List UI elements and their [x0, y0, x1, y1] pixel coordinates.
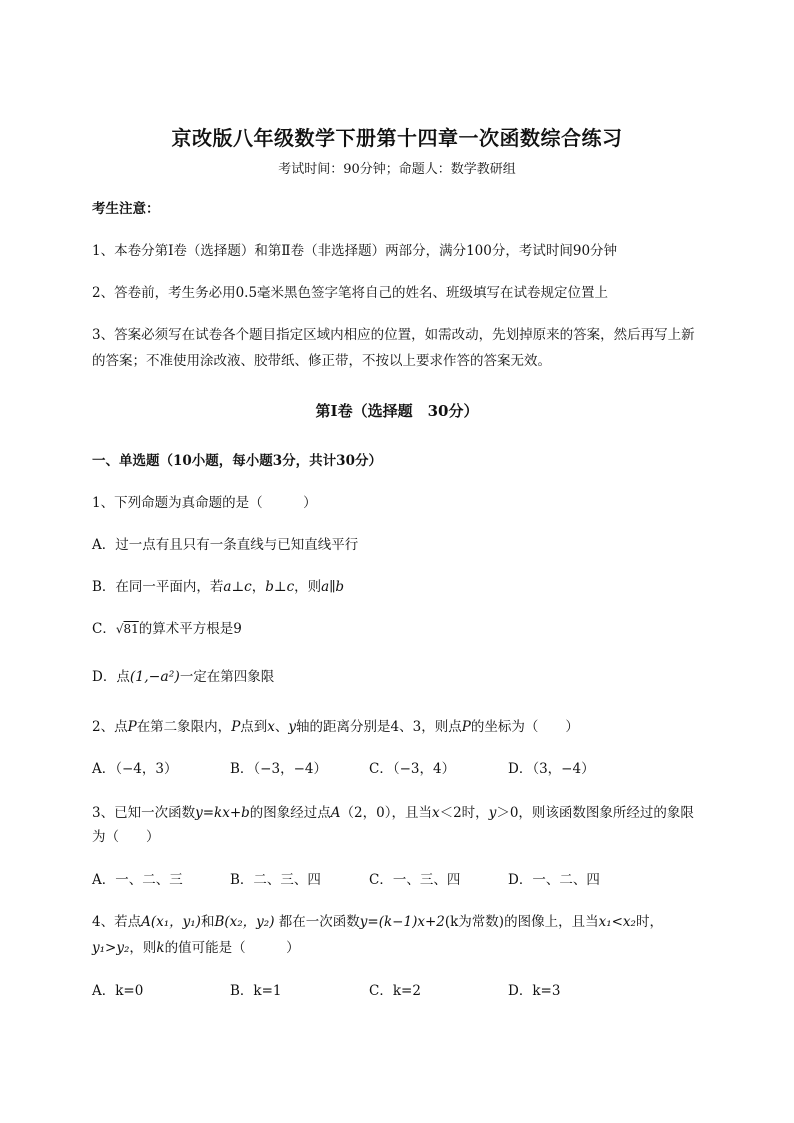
q2-p2: P [231, 719, 241, 735]
section-title: 第Ⅰ卷（选择题 30分） [315, 402, 479, 420]
q4-stem-5: 时， [635, 914, 663, 930]
part-heading: 一、单选题（10小题，每小题3分，共计30分） [92, 453, 382, 469]
q2-stem-2: 在第二象限内， [136, 719, 232, 735]
q1-option-b [92, 578, 344, 596]
q3-stem-4: ＜2时， [439, 805, 489, 821]
q2-y: y [288, 719, 297, 735]
sqrt-icon: √ [115, 622, 124, 636]
notice-heading: 考生注意： [92, 201, 160, 217]
q4-option-a: A．k=0 [92, 983, 144, 999]
q4-stem-2: 和 [200, 914, 215, 930]
q1-c-label: C． [92, 621, 116, 637]
q4-stem [92, 913, 663, 931]
q1-stem: 1、下列命题为真命题的是（ ） [92, 495, 317, 511]
q2-stem-6: 的坐标为（ ） [470, 719, 579, 735]
exam-title: 京改版八年级数学下册第十四章一次函数综合练习 [171, 126, 623, 150]
q2-stem-1: 2、点 [92, 719, 128, 735]
q2-option-b: B．（−3，−4） [230, 761, 327, 777]
q3-x: x [431, 805, 440, 821]
q4-point-a: A(x₁，y₁) [141, 914, 201, 930]
q1-d-label: D．点 [92, 669, 130, 685]
q4-option-d: D．k=3 [508, 983, 561, 999]
q4-option-c: C．k=2 [369, 983, 421, 999]
q3-option-d: D．一、二、四 [508, 872, 600, 888]
q2-stem-3: 点到 [240, 719, 268, 735]
q3-stem-5: ＞0，则该函数图象所经过的象限 [496, 805, 694, 821]
q1-b-math-1: a⊥c [223, 579, 252, 595]
q2-p3: P [461, 719, 471, 735]
q1-b-math-3: a∥b [321, 579, 345, 595]
notice-item-1: 1、本卷分第Ⅰ卷（选择题）和第Ⅱ卷（非选择题）两部分，满分100分，考试时间90分钟 [92, 243, 618, 259]
q1-c-text: 的算术平方根是9 [138, 621, 242, 637]
q2-x: x [267, 719, 275, 735]
q4-stem-4: (k为常数)的图像上，且当 [444, 914, 599, 930]
q1-c-radicand: 81 [123, 622, 139, 636]
q4-option-b: B．k=1 [230, 983, 282, 999]
q3-stem-line-2: 为（ ） [92, 829, 160, 845]
q3-option-a: A．一、二、三 [92, 872, 183, 888]
q4-stem-line-2 [92, 939, 300, 957]
q2-option-a: A．（−4，3） [92, 761, 178, 777]
q1-option-a: A．过一点有且只有一条直线与已知直线平行 [92, 537, 359, 553]
q4-cond-1: x₁<x₂ [598, 914, 636, 930]
q1-d-math: (1,−a²) [129, 669, 180, 685]
q3-function: y=kx+b [195, 805, 250, 821]
q2-stem-4: 、 [274, 719, 289, 735]
q1-b-text: B．在同一平面内，若 [92, 579, 224, 595]
q1-option-c [92, 620, 242, 638]
q3-stem-1: 3、已知一次函数 [92, 805, 196, 821]
exam-subtitle: 考试时间：90分钟；命题人：数学教研组 [278, 162, 516, 177]
q3-stem [92, 804, 694, 822]
q3-option-b: B．二、三、四 [230, 872, 321, 888]
q2-option-c: C．（−3，4） [369, 761, 456, 777]
q4-cond-2: y₁>y₂ [92, 940, 130, 956]
q2-stem-5: 轴的距离分别是4、3，则点 [296, 719, 462, 735]
q4-stem-6: ，则 [129, 940, 157, 956]
q1-b-math-2: b⊥c [265, 579, 295, 595]
q3-y: y [488, 805, 497, 821]
q4-k: k [156, 940, 165, 956]
notice-item-2: 2、答卷前，考生务必用0.5毫米黑色签字笔将自己的姓名、班级填写在试卷规定位置上 [92, 285, 609, 301]
notice-item-3-line-2: 的答案；不准使用涂改液、胶带纸、修正带，不按以上要求作答的答案无效。 [92, 353, 551, 369]
q1-b-sep: ， [251, 579, 266, 595]
q4-point-b: B(x₂，y₂) [214, 914, 275, 930]
q2-option-d: D．（3，−4） [508, 761, 595, 777]
q3-option-c: C．一、三、四 [369, 872, 461, 888]
q4-function: y=(k−1)x+2 [359, 914, 445, 930]
q1-d-text: 一定在第四象限 [179, 669, 275, 685]
q2-stem [92, 718, 579, 736]
q1-option-d [92, 668, 274, 686]
q3-stem-2: 的图象经过点 [249, 805, 331, 821]
q1-b-mid: ，则 [294, 579, 322, 595]
q4-stem-7: 的值可能是（ ） [164, 940, 300, 956]
q3-point: A [330, 805, 341, 821]
q4-stem-1: 4、若点 [92, 914, 142, 930]
q3-stem-3: （2，0），且当 [340, 805, 432, 821]
q4-stem-3: 都在一次函数 [274, 914, 360, 930]
q2-p1: P [127, 719, 137, 735]
notice-item-3-line-1: 3、答案必须写在试卷各个题目指定区域内相应的位置，如需改动，先划掉原来的答案，然后再写上新 [92, 327, 695, 343]
